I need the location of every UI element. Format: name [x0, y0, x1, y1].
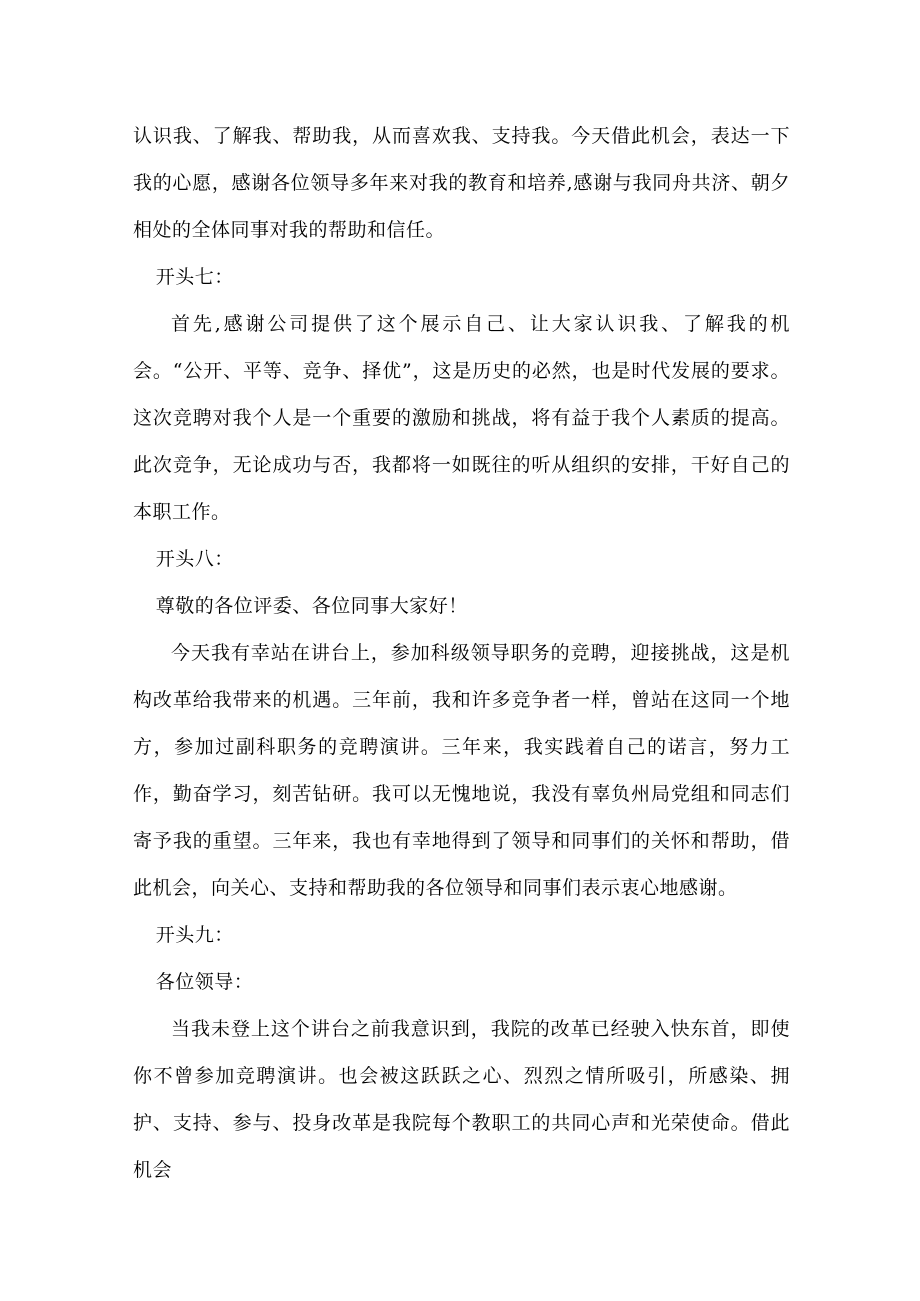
section-heading-8: 开头八： — [155, 548, 234, 570]
greeting-line-9: 各位领导： — [155, 971, 254, 993]
paragraph-opening-8: 今天我有幸站在讲台上，参加科级领导职务的竞聘，迎接挑战，这是机构改革给我带来的机遇。三年前，我和许多竞争者一样，曾站在这同一个地方，参加过副科职务的竞聘演讲。三年来，我实践着自己的诺言，努力工作，勤奋学习，刻苦钻研。我可以无愧地说，我没有辜负州局党组和同志们寄予我的重望。三年来，我也有幸地得到了领导和同事们的关怀和帮助，借此机会，向关心、支持和帮助我的各位领导和同事们表示衷心地感谢。 — [133, 642, 790, 899]
section-heading-9: 开头九： — [155, 924, 234, 946]
section-heading-7: 开头七： — [155, 266, 234, 288]
greeting-line-8: 尊敬的各位评委、各位同事大家好！ — [155, 595, 468, 617]
paragraph-opening-7: 首先,感谢公司提供了这个展示自己、让大家认识我、了解我的机会。“公开、平等、竞争、择优”，这是历史的必然，也是时代发展的要求。这次竞聘对我个人是一个重要的激励和挑战，将有益于我个人素质的提高。此次竞争，无论成功与否，我都将一如既往的听从组织的安排，干好自己的本职工作。 — [133, 313, 790, 523]
paragraph-opening-9: 当我未登上这个讲台之前我意识到，我院的改革已经驶入快东首，即使你不曾参加竞聘演讲。也会被这跃跃之心、烈烈之情所吸引，所感染、拥护、支持、参与、投身改革是我院每个教职工的共同心声和光荣使命。借此机会 — [133, 1018, 790, 1181]
paragraph-continued: 认识我、了解我、帮助我，从而喜欢我、支持我。今天借此机会，表达一下我的心愿，感谢各位领导多年来对我的教育和培养,感谢与我同舟共济、朝夕相处的全体同事对我的帮助和信任。 — [133, 125, 790, 241]
